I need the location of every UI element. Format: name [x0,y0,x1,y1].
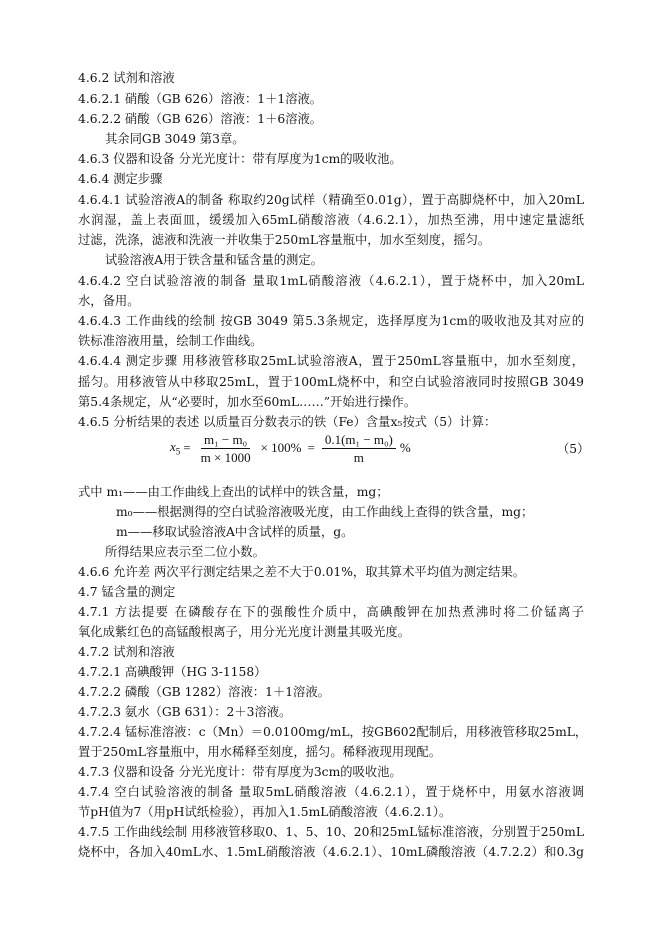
fraction-numerator: m₁ − m₀ [201,432,250,449]
text-line: 试验溶液A用于铁含量和锰含量的测定。 [105,253,323,267]
text-line: 烧杯中，各加入40mL水、1.5mL硝酸溶液（4.6.2.1）、10mL磷酸溶液（4.7.2.2）和0.3g [78,845,584,859]
text-line: 4.6.2.1 硝酸（GB 626）溶液：1＋1溶液。 [78,92,323,106]
text-line: 4.7.2.4 锰标准溶液：c（Mn）＝0.0100mg/mL，按GB602配制后，用移液管移取25mL， [78,725,588,739]
text-line: 4.6.4.3 工作曲线的绘制 按GB 3049 第5.3条规定，选择厚度为1cm的吸收池及其对应的 [78,314,584,328]
text-line: 水，备用。 [78,294,140,308]
fraction-denominator: m × 1000 [200,449,251,465]
text-line: 4.6.5 分析结果的表述 以质量百分数表示的铁（Fe）含量x₅按式（5）计算： [78,415,497,429]
text-line: 水润湿，盖上表面皿，缓缓加入65mL硝酸溶液（4.6.2.1），加热至沸，用中速定量滤纸 [78,213,584,227]
text-line: m——移取试验溶液A中含试样的质量，g。 [116,525,354,539]
text-line: 4.7.1 方法提要 在磷酸存在下的强酸性介质中，高碘酸钾在加热煮沸时将二价锰离子 [78,605,584,619]
text-line: 4.7.3 仪器和设备 分光光度计：带有厚度为3cm的吸收池。 [78,765,402,779]
text-line: 置于250mL容量瓶中，用水稀释至刻度，摇匀。稀释液现用现配。 [78,745,442,759]
text-line: 4.6.4.4 测定步骤 用移液管移取25mL试验溶液A，置于250mL容量瓶中，加水至刻度， [78,354,584,368]
fraction-numerator: 0.1(m₁ − m₀) [322,432,396,449]
heading-4-6-4: 4.6.4 测定步骤 [78,172,163,186]
text-line: 4.6.6 允许差 两次平行测定结果之差不大于0.01%，取其算术平均值为测定结果。 [78,565,526,579]
formula-fraction-1 [198,432,254,465]
text-line: 第5.4条规定，从“必要时，加水至60mL……”开始进行操作。 [78,395,417,409]
text-line: 4.7.2.2 磷酸（GB 1282）溶液：1＋1溶液。 [78,685,330,699]
text-line: 所得结果应表示至二位小数。 [105,545,265,559]
equation-number: （5） [557,442,590,456]
text-line: m₀——根据测得的空白试验溶液吸光度，由工作曲线上查得的铁含量，mg； [116,505,534,519]
text-line: 4.7.5 工作曲线绘制 用移液管移取0、1、5、10、20和25mL锰标准溶液，分别置于250mL [78,825,584,839]
text-line: 式中 m₁——由工作曲线上查出的试样中的铁含量，mg； [78,485,389,499]
formula-fraction-2 [322,432,396,465]
text-line: 过滤，洗涤，滤液和洗液一并收集于250mL容量瓶中，加水至刻度，摇匀。 [78,233,491,247]
text-line: 4.6.2.2 硝酸（GB 626）溶液：1＋6溶液。 [78,112,323,126]
heading-4-7-2: 4.7.2 试剂和溶液 [78,645,175,659]
text-line: 其余同GB 3049 第3章。 [105,132,245,146]
fraction-denominator: m [353,449,364,465]
text-line: 氧化成紫红色的高锰酸根离子，用分光光度计测量其吸光度。 [78,625,411,639]
formula-times: × 100% [260,440,302,455]
text-line: 摇匀。用移液管从中移取25mL，置于100mL烧杯中，和空白试验溶液同时按照GB 3049 [78,375,584,389]
formula-equals: = [307,440,315,455]
text-line: 4.7.2.3 氨水（GB 631）：2＋3溶液。 [78,705,292,719]
text-line: 4.7.4 空白试验溶液的制备 量取5mL硝酸溶液（4.6.2.1），置于烧杯中，用氨水溶液调 [78,785,584,799]
text-line: 4.6.4.2 空白试验溶液的制备 量取1mL硝酸溶液（4.6.2.1），置于烧杯中，加入20mL [78,274,584,288]
formula-equals: = [183,440,191,455]
text-line: 4.7.2.1 高碘酸钾（HG 3-1158） [78,665,267,679]
formula-lhs: $x_5$ [170,439,181,457]
text-line: 节pH值为7（用pH试纸检验），再加入1.5mL硝酸溶液（4.6.2.1）。 [78,805,452,819]
text-line: 铁标准溶液用量，绘制工作曲线。 [78,334,263,348]
heading-4-7: 4.7 锰含量的测定 [78,585,176,599]
formula-5 [170,428,411,468]
text-line: 4.6.4.1 试验溶液A的制备 称取约20g试样（精确至0.01g），置于高脚烧杯中，加入20mL [78,193,584,207]
heading-4-6-2: 4.6.2 试剂和溶液 [78,71,175,85]
formula-unit: % [399,440,411,455]
text-line: 4.6.3 仪器和设备 分光光度计：带有厚度为1cm的吸收池。 [78,152,402,166]
